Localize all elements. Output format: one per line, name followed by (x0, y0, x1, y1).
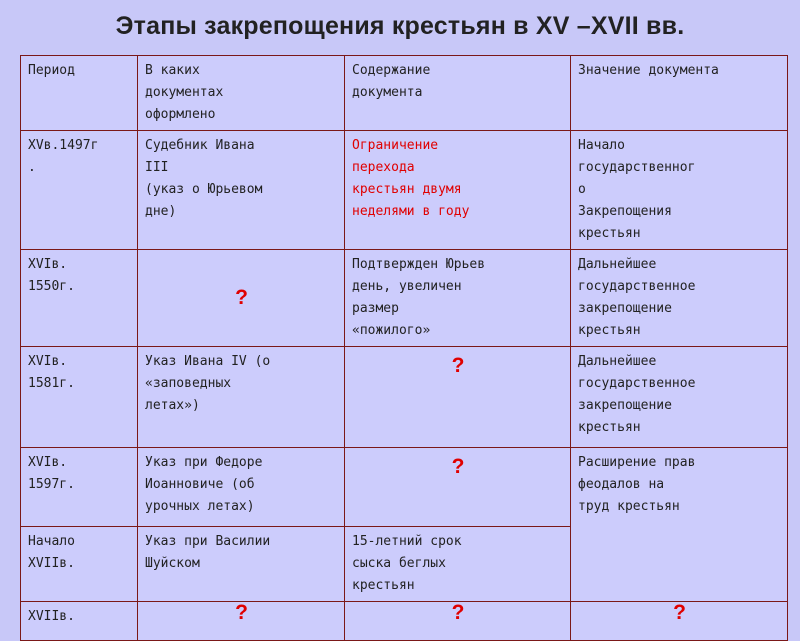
cell-significance: Начало государственног о Закрепощения крестьян (571, 131, 788, 250)
question-mark: ? (345, 448, 571, 527)
cell-period: XVIIв. (21, 602, 138, 641)
cell-period: XVв.1497г . (21, 131, 138, 250)
cell-significance: Дальнейшее государственное закрепощение крестьян (571, 250, 788, 347)
stages-table (20, 55, 788, 641)
cell-content: Подтвержден Юрьев день, увеличен размер «пожилого» (345, 250, 571, 347)
table-row (21, 602, 788, 641)
header-content: Содержание документа (345, 56, 571, 131)
cell-significance: Расширение прав феодалов на труд крестьян (571, 448, 788, 602)
question-mark: ? (571, 602, 788, 641)
table-row (21, 347, 788, 448)
cell-period: XVIв. 1597г. (21, 448, 138, 527)
cell-content: 15-летний срок сыска беглых крестьян (345, 527, 571, 602)
header-period: Период (21, 56, 138, 131)
question-mark: ? (138, 602, 345, 641)
table-row (21, 250, 788, 347)
cell-document: Указ при Василии Шуйском (138, 527, 345, 602)
header-documents: В каких документах оформлено (138, 56, 345, 131)
table-row (21, 448, 788, 527)
cell-period: Начало XVIIв. (21, 527, 138, 602)
table-row (21, 131, 788, 250)
table-header-row (21, 56, 788, 131)
page-title: Этапы закрепощения крестьян в XV –XVII вв. (115, 12, 685, 40)
cell-period: XVIв. 1581г. (21, 347, 138, 448)
question-mark: ? (345, 347, 571, 448)
cell-significance: Дальнейшее государственное закрепощение крестьян (571, 347, 788, 448)
cell-document: Указ при Федоре Иоанновиче (об урочных летах) (138, 448, 345, 527)
header-significance: Значение документа (571, 56, 788, 131)
question-mark: ? (345, 602, 571, 641)
cell-document: Судебник Ивана III (указ о Юрьевом дне) (138, 131, 345, 250)
question-mark: ? (138, 250, 345, 347)
cell-period: XVIв. 1550г. (21, 250, 138, 347)
cell-content: Ограничение перехода крестьян двумя неделями в году (345, 131, 571, 250)
cell-document: Указ Ивана IV (о «заповедных летах») (138, 347, 345, 448)
